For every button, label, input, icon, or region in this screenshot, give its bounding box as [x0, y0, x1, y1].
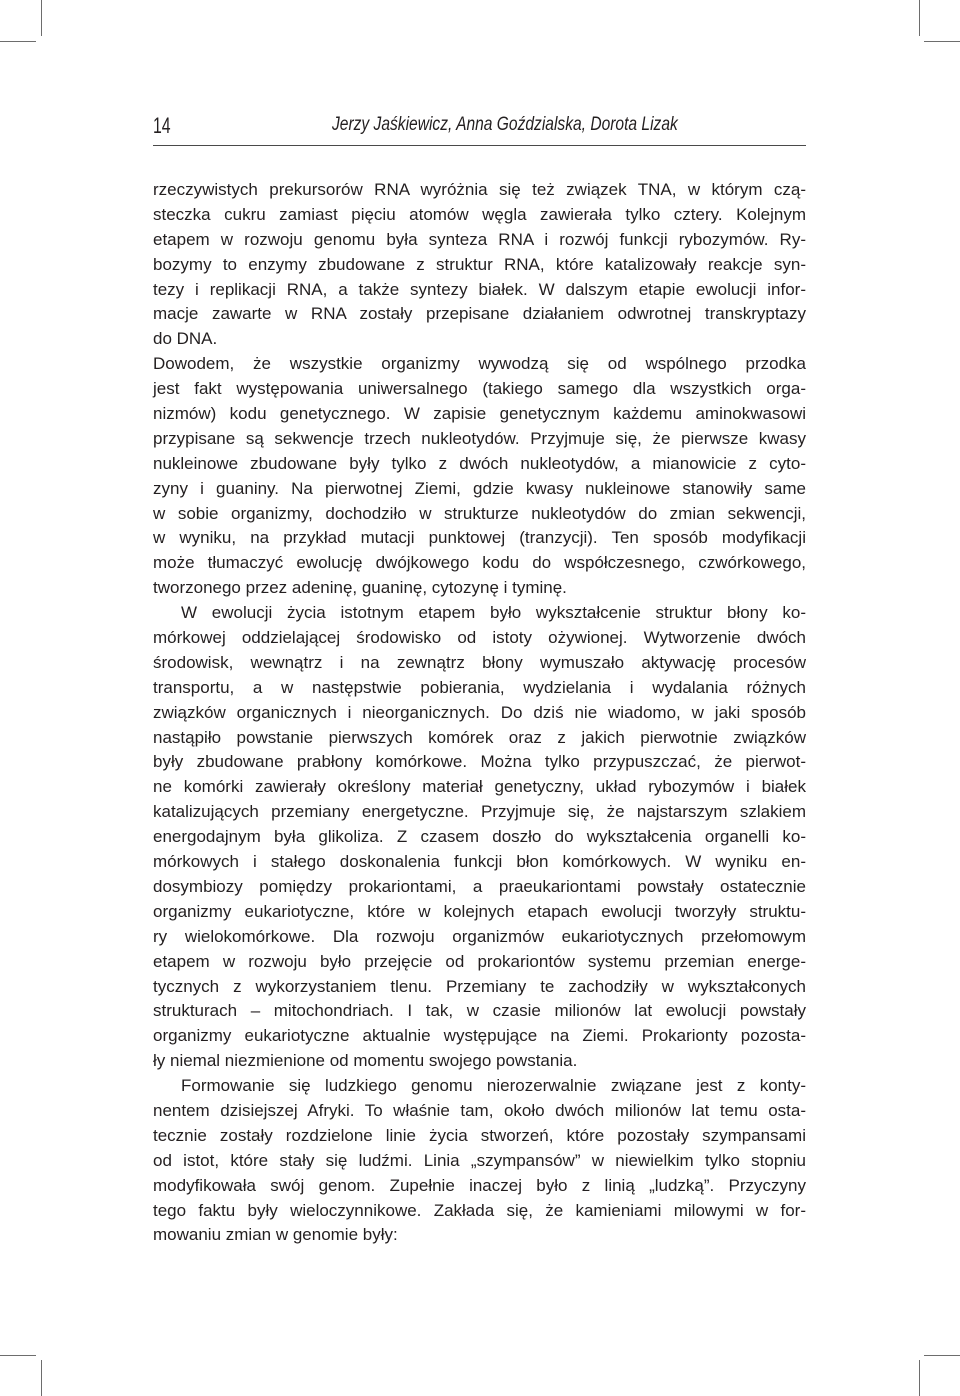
text-line: katalizujących przemiany energetyczne. Przyjmuje się, że najstarszym szlakiem	[153, 802, 806, 822]
text-line: mowaniu zmian w genomie były:	[153, 1225, 398, 1245]
running-head-authors: Jerzy Jaśkiewicz, Anna Goździalska, Dorota Lizak	[332, 114, 678, 135]
text-line: transportu, a w następstwie pobierania, wydzielania i wydalania różnych	[153, 677, 806, 697]
crop-mark-top-right-vertical	[919, 0, 920, 36]
text-line: nastąpiło powstanie pierwszych komórek oraz z jakich pierwotnie związków	[153, 727, 806, 747]
text-line: strukturach – mitochondriach. I tak, w czasie milionów lat ewolucji powstały	[153, 1001, 806, 1021]
text-line: nukleinowe zbudowane były tylko z dwóch nukleotydów, a mianowicie z cyto-	[153, 453, 806, 473]
text-line: Formowanie się ludzkiego genomu nierozerwalnie związane jest z konty-	[181, 1076, 806, 1096]
text-line: dosymbiozy pomiędzy prokariontami, a praeukariontami powstały ostatecznie	[153, 876, 806, 896]
text-line: nizmów) kodu genetycznego. W zapisie genetycznym każdemu aminokwasowi	[153, 404, 806, 424]
crop-mark-bottom-right-vertical	[919, 1360, 920, 1396]
text-line: były zbudowane prabłony komórkowe. Można tylko przypuszczać, że pierwot-	[153, 752, 806, 772]
text-line: rzeczywistych prekursorów RNA wyróżnia się też związek TNA, w którym czą-	[153, 180, 806, 199]
body-text	[153, 178, 806, 1248]
text-line: ne komórki zawierały określony materiał genetyczny, układ rybozymów i białek	[153, 777, 806, 797]
text-line: w wyniku, na przykład mutacji punktowej (tranzycji). Ten sposób modyfikacji	[153, 528, 806, 548]
text-line: organizmy eukariotyczne, które w kolejnych etapach ewolucji tworzyły struktu-	[153, 901, 806, 921]
crop-mark-top-left-vertical	[41, 0, 42, 36]
text-line: modyfikowała swój genom. Zupełnie inaczej było z linią „ludzką”. Przyczyny	[153, 1175, 806, 1195]
text-line: bozymy to enzymy zbudowane z struktur RNA, które katalizowały reakcje syn-	[153, 254, 806, 274]
paragraph	[153, 352, 806, 601]
crop-mark-top-right-horizontal	[924, 41, 960, 42]
text-line: nentem dzisiejszej Afryki. To właśnie tam, około dwóch milionów lat temu osta-	[153, 1100, 806, 1120]
crop-mark-bottom-right-horizontal	[924, 1355, 960, 1356]
text-line: energodajnym była glikoliza. Z czasem doszło do wykształcenia organelli ko-	[153, 827, 806, 847]
text-line: tego faktu były wieloczynnikowe. Zakłada się, że kamieniami milowymi w for-	[153, 1200, 806, 1220]
text-line: Dowodem, że wszystkie organizmy wywodzą się od wspólnego przodka	[153, 354, 806, 374]
text-line: mórkowych i stałego doskonalenia funkcji błon komórkowych. W wyniku en-	[153, 852, 806, 872]
text-line: związków organicznych i nieorganicznych. Do dziś nie wiadomo, w jaki sposób	[153, 702, 806, 722]
paragraph	[153, 1074, 806, 1248]
paragraph	[153, 601, 806, 1074]
crop-mark-top-left-horizontal	[0, 41, 36, 42]
text-line: organizmy eukariotyczne aktualnie występujące na Ziemi. Prokarionty pozosta-	[153, 1026, 806, 1046]
text-line: tezy i replikacji RNA, a także syntezy białek. W dalszym etapie ewolucji infor-	[153, 279, 806, 299]
text-line: mórkowej oddzielającej środowisko od istoty ożywionej. Wytworzenie dwóch	[153, 628, 806, 648]
text-line: steczka cukru zamiast pięciu atomów węgla zawierała tylko cztery. Kolejnym	[153, 204, 806, 224]
text-line: przypisane są sekwencje trzech nukleotydów. Przyjmuje się, że pierwsze kwasy	[153, 428, 806, 448]
text-line: tycznych z wykorzystaniem tlenu. Przemiany te zachodziły w wykształconych	[153, 976, 806, 996]
text-line: w sobie organizmy, dochodziło w strukturze nukleotydów do zmian sekwencji,	[153, 503, 806, 523]
crop-mark-bottom-left-vertical	[41, 1360, 42, 1396]
crop-mark-bottom-left-horizontal	[0, 1355, 36, 1356]
text-line: może tłumaczyć ewolucję dwójkowego kodu do współczesnego, czwórkowego,	[153, 553, 806, 573]
text-line: etapem w rozwoju genomu była synteza RNA i rozwój funkcji rybozymów. Ry-	[153, 229, 806, 249]
header-rule	[153, 145, 806, 146]
paragraph	[153, 178, 806, 352]
text-line: ły niemal niezmienione od momentu swojego powstania.	[153, 1051, 578, 1071]
text-line: środowisk, wewnątrz i na zewnątrz błony wymuszało aktywację procesów	[153, 652, 806, 672]
text-line: do DNA.	[153, 329, 218, 349]
text-line: zyny i guaniny. Na pierwotnej Ziemi, gdzie kwasy nukleinowe stanowiły same	[153, 478, 806, 498]
text-line: etapem w rozwoju było przejęcie od prokariontów systemu przemian energe-	[153, 951, 806, 971]
text-line: ry wielokomórkowe. Dla rozwoju organizmów eukariotycznych przełomowym	[153, 926, 806, 946]
text-line: W ewolucji życia istotnym etapem było wykształcenie struktur błony ko-	[181, 603, 806, 623]
text-line: jest fakt występowania uniwersalnego (takiego samego dla wszystkich orga-	[153, 379, 806, 399]
text-line: tworzonego przez adeninę, guaninę, cytozynę i tyminę.	[153, 578, 567, 598]
text-line: od istot, które stały się ludźmi. Linia „szympansów” w niewielkim tylko stopniu	[153, 1150, 806, 1170]
text-line: macje zawarte w RNA zostały przepisane działaniem odwrotnej transkryptazy	[153, 304, 806, 324]
text-line: tecznie zostały rozdzielone linie życia stworzeń, które pozostały szympansami	[153, 1125, 806, 1145]
page-number: 14	[153, 113, 171, 138]
